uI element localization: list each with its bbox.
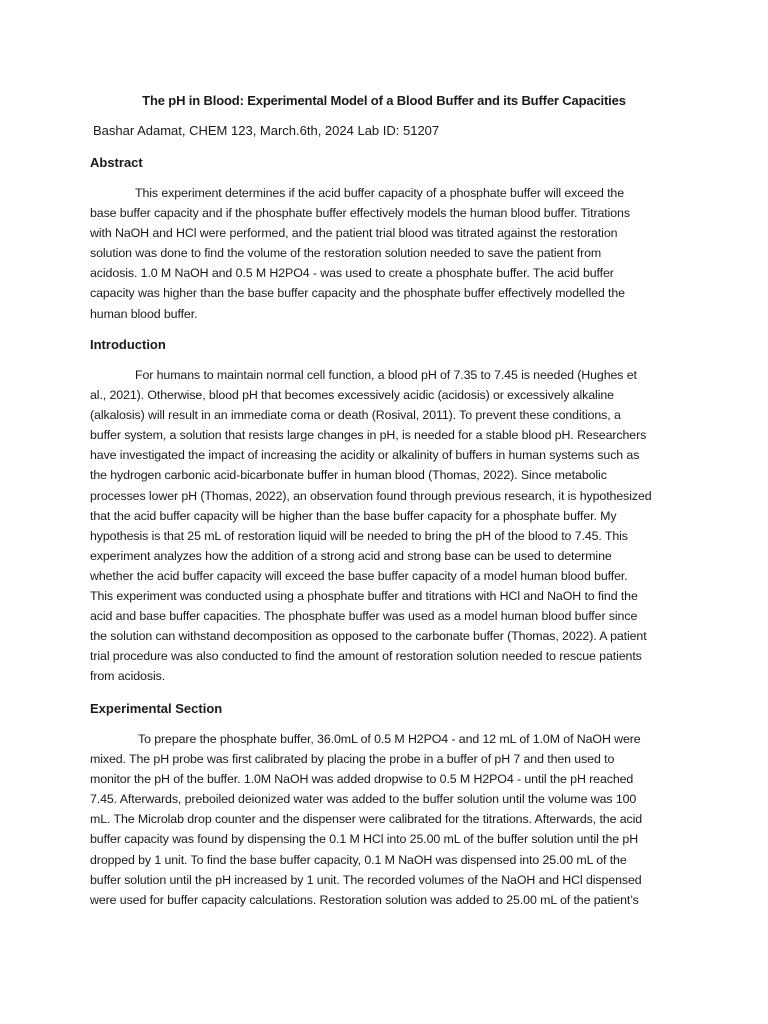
paragraph-line: al., 2021). Otherwise, blood pH that becomes excessively acidic (acidosis) or excessively alkaline bbox=[90, 388, 614, 403]
paragraph-line: human blood buffer. bbox=[90, 306, 198, 321]
paragraph-line: solution was done to find the volume of the restoration solution needed to save the patient from bbox=[90, 246, 602, 261]
paragraph-line: This experiment determines if the acid buffer capacity of a phosphate buffer will exceed the bbox=[135, 186, 625, 200]
paragraph-line: acid and base buffer capacities. The phosphate buffer was used as a model human blood buffer since bbox=[90, 609, 638, 624]
paragraph-line: buffer system, a solution that resists large changes in pH, is needed for a stable blood pH. Researchers bbox=[90, 428, 647, 443]
paragraph-line: mixed. The pH probe was first calibrated by placing the probe in a buffer of pH 7 and then used to bbox=[90, 752, 615, 767]
paragraph-line: 7.45. Afterwards, preboiled deionized water was added to the buffer solution until the volume was 100 bbox=[90, 792, 637, 807]
paragraph-line: monitor the pH of the buffer. 1.0M NaOH was added dropwise to 0.5 M H2PO4 - until the pH reached bbox=[90, 772, 634, 787]
introduction-paragraph bbox=[90, 365, 682, 687]
experimental-section-paragraph bbox=[90, 729, 682, 910]
paragraph-line: dropped by 1 unit. To find the base buffer capacity, 0.1 M NaOH was dispensed into 25.00 mL of the bbox=[90, 852, 627, 867]
paragraph-line: were used for buffer capacity calculations. Restoration solution was added to 25.00 mL of the patient’s bbox=[90, 892, 639, 907]
introduction-heading: Introduction bbox=[90, 337, 166, 352]
paragraph-line: that the acid buffer capacity will be higher than the base buffer capacity for a phosphate buffer. My bbox=[90, 508, 617, 523]
paragraph-line: For humans to maintain normal cell function, a blood pH of 7.35 to 7.45 is needed (Hughes et bbox=[135, 368, 637, 382]
paragraph-line: base buffer capacity and if the phosphate buffer effectively models the human blood buffer. Titrations bbox=[90, 206, 630, 221]
paragraph-line: whether the acid buffer capacity will exceed the base buffer capacity of a model human blood buffer. bbox=[90, 568, 628, 583]
paragraph-line: trial procedure was also conducted to find the amount of restoration solution needed to rescue patients bbox=[90, 649, 642, 664]
paragraph-line: experiment analyzes how the addition of a strong acid and strong base can be used to determine bbox=[90, 548, 612, 563]
document-title: The pH in Blood: Experimental Model of a Blood Buffer and its Buffer Capacities bbox=[142, 93, 626, 108]
paragraph-line: the solution can withstand decomposition as opposed to the carbonate buffer (Thomas, 2022). A patient bbox=[90, 629, 647, 644]
author-byline: Bashar Adamat, CHEM 123, March.6th, 2024 Lab ID: 51207 bbox=[93, 123, 440, 138]
paragraph-line: buffer solution until the pH increased by 1 unit. The recorded volumes of the NaOH and HCl dispensed bbox=[90, 872, 642, 887]
paragraph-line: mL. The Microlab drop counter and the dispenser were calibrated for the titrations. Afterwards, the acid bbox=[90, 812, 643, 827]
paragraph-line: buffer capacity was found by dispensing the 0.1 M HCl into 25.00 mL of the buffer solution until the pH bbox=[90, 832, 639, 847]
paragraph-line: This experiment was conducted using a phosphate buffer and titrations with HCl and NaOH to find the bbox=[90, 589, 638, 604]
paragraph-line: processes lower pH (Thomas, 2022), an observation found through previous research, it is hypothesized bbox=[90, 488, 652, 503]
paragraph-line: hypothesis is that 25 mL of restoration liquid will be needed to bring the pH of the blood to 7.45. This bbox=[90, 528, 628, 543]
paragraph-line: (alkalosis) will result in an immediate coma or death (Rosival, 2011). To prevent these conditions, a bbox=[90, 408, 621, 423]
paragraph-line: from acidosis. bbox=[90, 669, 166, 684]
abstract-paragraph bbox=[90, 183, 682, 324]
paragraph-line: To prepare the phosphate buffer, 36.0mL of 0.5 M H2PO4 - and 12 mL of 1.0M of NaOH were bbox=[138, 732, 641, 746]
paragraph-line: acidosis. 1.0 M NaOH and 0.5 M H2PO4 - was used to create a phosphate buffer. The acid buffer bbox=[90, 266, 614, 281]
experimental-section-heading: Experimental Section bbox=[90, 701, 223, 716]
abstract-heading: Abstract bbox=[90, 155, 143, 170]
paragraph-line: with NaOH and HCl were performed, and the patient trial blood was titrated against the restoration bbox=[90, 226, 618, 241]
paragraph-line: have investigated the impact of increasing the acidity or alkalinity of buffers in human systems such as bbox=[90, 448, 640, 463]
paragraph-line: the hydrogen carbonic acid-bicarbonate buffer in human blood (Thomas, 2022). Since metabolic bbox=[90, 468, 607, 483]
paragraph-line: capacity was higher than the base buffer capacity and the phosphate buffer effectively modelled the bbox=[90, 286, 625, 301]
